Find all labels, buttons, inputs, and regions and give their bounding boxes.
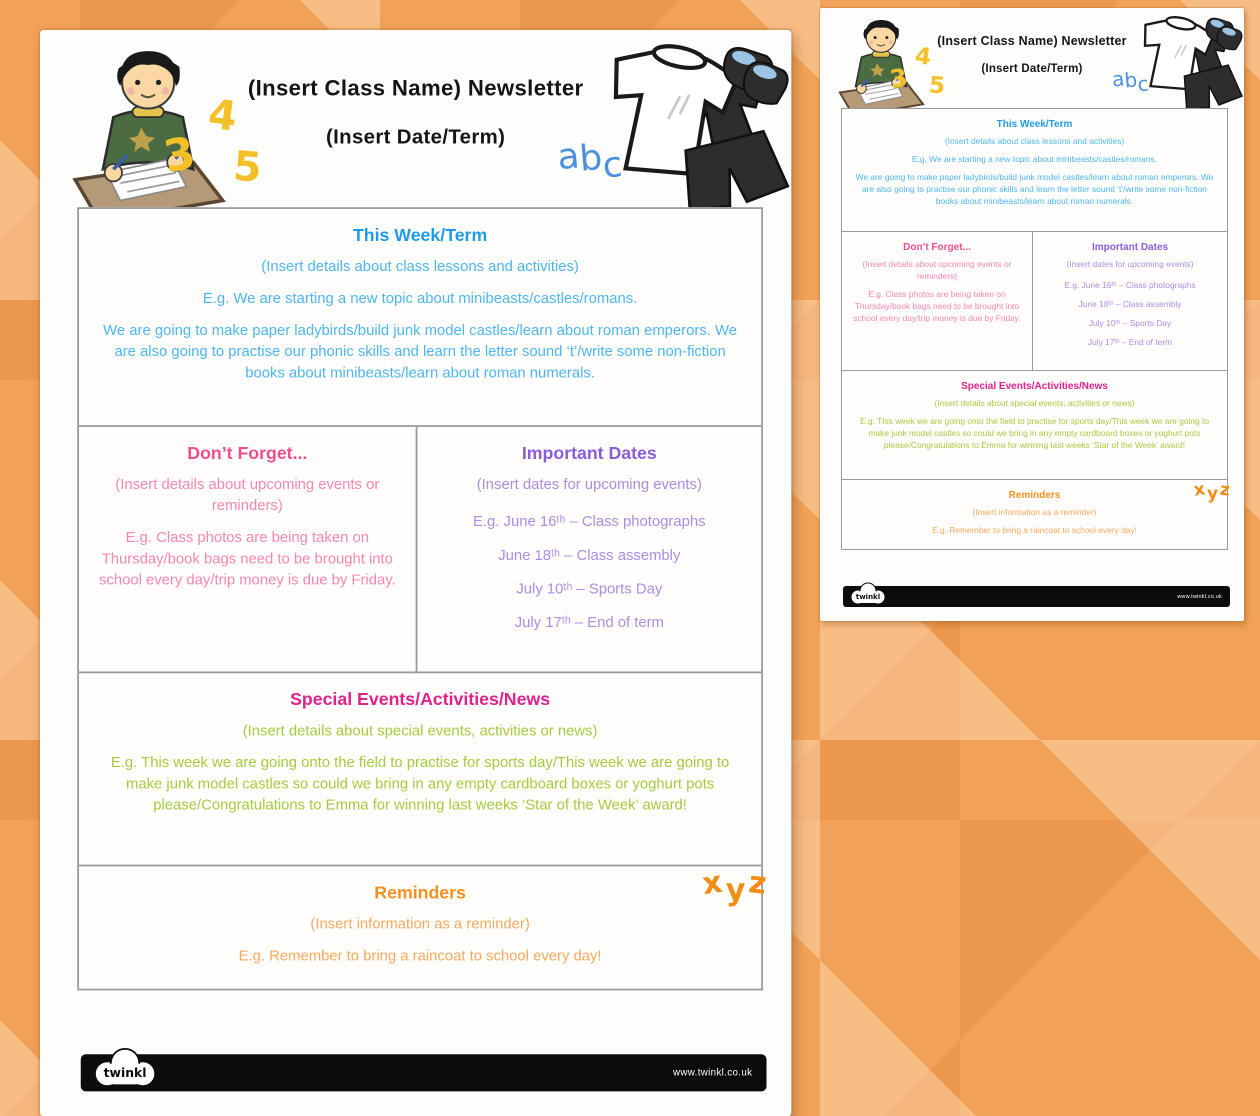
newsletter-sheet	[820, 8, 1244, 621]
twinkl-footer-bar	[81, 1054, 767, 1091]
important-dates-heading: Important Dates	[521, 444, 657, 465]
this-week-heading: This Week/Term	[352, 226, 488, 247]
handwritten-xyz	[700, 865, 769, 909]
section-dont-forget	[841, 231, 1033, 371]
this-week-heading: This Week/Term	[996, 119, 1073, 130]
special-events-heading: Special Events/Activities/News	[961, 381, 1108, 392]
twinkl-url: www.twinkl.co.uk	[1177, 593, 1222, 600]
date-item: July 10ᵗʰ – Sports Day	[516, 579, 663, 597]
section-special-events	[77, 671, 763, 866]
section-special-events	[841, 370, 1228, 480]
dont-forget-example: E.g. Class photos are being taken on Thursday/book bags need to be brought into school every day/trip money is due by Friday.	[853, 288, 1021, 323]
handwritten-letter: b	[1123, 67, 1139, 93]
handwritten-letter: x	[1192, 479, 1207, 501]
special-events-intro: (Insert details about special events, activities or news)	[242, 721, 598, 739]
date-item: June 18ᵗʰ – Class assembly	[1078, 298, 1182, 309]
newsletter-subtitle: (Insert Date/Term)	[326, 127, 506, 149]
special-events-heading: Special Events/Activities/News	[290, 690, 551, 711]
date-item: July 17ᵗʰ – End of term	[514, 612, 664, 631]
this-week-intro: (Insert details about class lessons and activities)	[944, 136, 1125, 146]
section-dont-forget	[77, 425, 417, 673]
important-dates-intro: (Insert dates for upcoming events)	[1066, 259, 1194, 269]
this-week-example: E.g. We are starting a new topic about minibeasts/castles/romans.	[202, 288, 638, 307]
section-this-week	[841, 108, 1228, 232]
handwritten-letter: a	[1111, 66, 1126, 92]
newsletter-title: (Insert Class Name) Newsletter	[247, 76, 584, 101]
newsletter-subtitle: (Insert Date/Term)	[981, 63, 1083, 75]
two-column-row	[77, 425, 763, 673]
section-this-week	[77, 207, 763, 427]
pe-kit-illustration	[1131, 10, 1241, 112]
newsletter-sheet	[40, 30, 791, 1116]
newsletter-page-full	[820, 8, 1244, 621]
handwritten-letter: b	[577, 135, 604, 180]
section-reminders	[841, 479, 1228, 550]
handwritten-letter: y	[1207, 484, 1219, 504]
this-week-body: We are going to make paper ladybirds/build junk model castles/learn about roman emperors. We are also going to practise our phonic skills and learn the letter sound ‘t’/write some non-fiction books about minibeasts/learn about roman numerals.	[103, 320, 738, 381]
handwritten-number: 5	[928, 72, 946, 100]
svg-text:twinkl: twinkl	[855, 593, 881, 601]
handwritten-345	[159, 92, 274, 225]
handwritten-number: 3	[887, 62, 910, 95]
newsletter-page-zoomed	[40, 30, 791, 1116]
dont-forget-example: E.g. Class photos are being taken on Thursday/book bags need to be brought into school every day/trip money is due by Friday.	[98, 527, 396, 588]
twinkl-logo-icon	[846, 582, 890, 609]
handwritten-letter: c	[600, 142, 624, 187]
this-week-intro: (Insert details about class lessons and activities)	[261, 256, 579, 275]
reminders-heading: Reminders	[374, 884, 466, 904]
handwritten-letter: y	[725, 873, 746, 909]
dont-forget-heading: Don’t Forget...	[187, 444, 308, 465]
reminders-intro: (Insert information as a reminder)	[972, 507, 1097, 517]
section-important-dates	[416, 425, 763, 673]
this-week-example: E.g. We are starting a new topic about minibeasts/castles/romans.	[911, 153, 1158, 164]
newsletter-body	[841, 108, 1228, 550]
reminders-heading: Reminders	[1008, 490, 1061, 501]
special-events-example: E.g. This week we are going onto the field to practise for sports day/This week we are going to make junk model castles so could we bring in any empty cardboard boxes or yoghurt pots please/Congratulations to Emma for winning last weeks ‘Star of the Week’ award!	[110, 752, 730, 813]
date-item: June 18ᵗʰ – Class assembly	[498, 545, 681, 564]
reminders-example: E.g. Remember to bring a raincoat to school every day!	[932, 524, 1137, 535]
handwritten-letter: a	[555, 133, 582, 179]
date-item: July 10ᵗʰ – Sports Day	[1088, 317, 1172, 328]
newsletter-title: (Insert Class Name) Newsletter	[937, 34, 1127, 48]
handwritten-xyz	[1192, 479, 1232, 504]
handwritten-number: 3	[159, 126, 200, 183]
dont-forget-intro: (Insert details about upcoming events or reminders)	[115, 474, 380, 514]
handwritten-letter: c	[1136, 71, 1150, 97]
special-events-example: E.g. This week we are going onto the field to practise for sports day/This week we are going to make junk model castles so could we bring in any empty cardboard boxes or yoghurt pots please/Congratulations to Emma for winning last weeks ‘Star of the Week’ award!	[860, 415, 1209, 450]
pe-kit-illustration	[591, 34, 786, 215]
handwritten-letter: z	[747, 865, 769, 903]
dont-forget-intro: (Insert details about upcoming events or reminders)	[862, 259, 1012, 281]
section-important-dates	[1032, 231, 1228, 371]
date-item: E.g. June 16ᵗʰ – Class photographs	[473, 511, 706, 530]
handwritten-letter: x	[700, 865, 725, 904]
svg-text:twinkl: twinkl	[103, 1065, 147, 1081]
twinkl-footer-bar	[843, 586, 1230, 607]
handwritten-letter: z	[1219, 479, 1232, 501]
dont-forget-heading: Don’t Forget...	[903, 242, 971, 253]
special-events-intro: (Insert details about special events, activities or news)	[934, 398, 1135, 408]
handwritten-number: 5	[231, 144, 264, 193]
section-reminders	[77, 865, 763, 991]
twinkl-logo-icon	[86, 1047, 164, 1095]
important-dates-intro: (Insert dates for upcoming events)	[476, 474, 702, 493]
reminders-intro: (Insert information as a reminder)	[310, 914, 530, 932]
twinkl-url: www.twinkl.co.uk	[672, 1067, 753, 1079]
reminders-example: E.g. Remember to bring a raincoat to school every day!	[238, 945, 602, 964]
handwritten-number: 4	[205, 92, 240, 142]
newsletter-body	[77, 207, 763, 990]
important-dates-heading: Important Dates	[1091, 242, 1169, 253]
two-column-row	[841, 231, 1228, 371]
date-item: E.g. June 16ᵗʰ – Class photographs	[1064, 279, 1196, 290]
handwritten-number: 4	[913, 43, 933, 71]
date-item: July 17ᵗʰ – End of term	[1087, 336, 1173, 347]
this-week-body: We are going to make paper ladybirds/build junk model castles/learn about roman emperors. We are also going to practise our phonic skills and learn the letter sound ‘t’/write some non-fiction books about minibeasts/learn about roman numerals.	[855, 171, 1214, 206]
